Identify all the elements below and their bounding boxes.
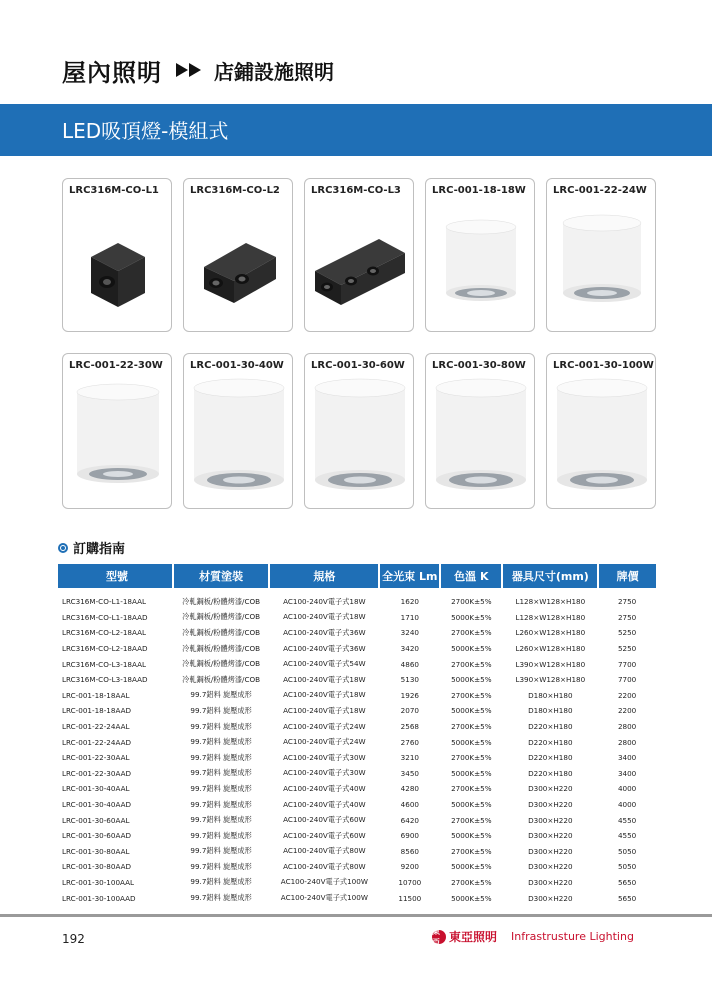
white-cylinder-downlight-icon bbox=[63, 354, 173, 510]
cell-material: 冷軋鋼板/粉體烤漆/COB bbox=[182, 612, 261, 622]
cell-spec: AC100-240V電子式24W bbox=[283, 737, 366, 747]
cell-price: 3400 bbox=[617, 753, 637, 763]
cell-material: 99.7鋁料 旋壓成形 bbox=[190, 690, 252, 700]
cell-color-temp: 5000K±5% bbox=[451, 768, 492, 778]
white-cylinder-downlight-icon bbox=[547, 354, 657, 510]
table-row bbox=[58, 766, 656, 782]
cell-price: 2750 bbox=[617, 612, 637, 622]
product-card-8 bbox=[304, 353, 414, 509]
cell-spec: AC100-240V電子式18W bbox=[283, 690, 366, 700]
cell-dimensions: D300×H220 bbox=[528, 877, 573, 887]
cell-dimensions: D300×H220 bbox=[528, 862, 573, 872]
product-label: LRC-001-30-100W bbox=[553, 360, 654, 371]
table-row bbox=[58, 703, 656, 719]
cell-material: 冷軋鋼板/粉體烤漆/COB bbox=[182, 659, 261, 669]
cell-spec: AC100-240V電子式30W bbox=[283, 752, 366, 762]
cell-model: LRC-001-22-24AAL bbox=[62, 722, 130, 732]
cell-spec: AC100-240V電子式24W bbox=[283, 721, 366, 731]
cell-lumen: 1620 bbox=[400, 597, 419, 607]
cell-price: 2800 bbox=[617, 737, 637, 747]
cell-lumen: 3450 bbox=[400, 768, 419, 778]
brand-logo-icon: 東亞 bbox=[432, 930, 446, 944]
cell-model: LRC316M-CO-L1-18AAL bbox=[62, 597, 146, 607]
cell-lumen: 4280 bbox=[400, 784, 419, 794]
cell-dimensions: D300×H220 bbox=[528, 893, 573, 903]
col-header-lumen: 全光束 Lm bbox=[379, 564, 440, 588]
brand-name: 東亞照明 bbox=[449, 930, 498, 944]
cell-model: LRC-001-30-40AAD bbox=[62, 800, 132, 810]
cell-spec: AC100-240V電子式80W bbox=[283, 861, 366, 871]
white-cylinder-downlight-icon bbox=[426, 354, 536, 510]
table-row bbox=[58, 734, 656, 750]
product-label: LRC316M-CO-L1 bbox=[69, 185, 159, 196]
cell-price: 5250 bbox=[617, 644, 637, 654]
cell-spec: AC100-240V電子式80W bbox=[283, 846, 366, 856]
cell-price: 3400 bbox=[617, 768, 637, 778]
cell-spec: AC100-240V電子式60W bbox=[283, 830, 366, 840]
cell-lumen: 4600 bbox=[400, 800, 419, 810]
cell-price: 2750 bbox=[617, 597, 637, 607]
cell-model: LRC316M-CO-L1-18AAD bbox=[62, 612, 148, 622]
product-card-2 bbox=[183, 178, 293, 332]
cell-price: 4000 bbox=[617, 800, 637, 810]
cell-dimensions: D220×H180 bbox=[528, 753, 573, 763]
cell-dimensions: L260×W128×H180 bbox=[515, 628, 586, 638]
spec-table bbox=[58, 564, 656, 906]
cell-lumen: 11500 bbox=[398, 893, 422, 903]
white-cylinder-downlight-icon bbox=[547, 179, 657, 333]
black-square-downlight-icon bbox=[63, 179, 173, 333]
cell-material: 99.7鋁料 旋壓成形 bbox=[190, 846, 252, 856]
cell-model: LRC-001-30-100AAL bbox=[62, 877, 135, 887]
ordering-guide-heading bbox=[58, 538, 125, 557]
cell-model: LRC-001-30-40AAL bbox=[62, 784, 130, 794]
black-square-downlight-icon bbox=[305, 179, 415, 333]
table-body bbox=[58, 588, 656, 906]
cell-spec: AC100-240V電子式40W bbox=[283, 799, 366, 809]
cell-color-temp: 5000K±5% bbox=[451, 737, 492, 747]
cell-color-temp: 2700K±5% bbox=[451, 784, 492, 794]
cell-lumen: 1710 bbox=[400, 612, 419, 622]
cell-material: 冷軋鋼板/粉體烤漆/COB bbox=[182, 596, 261, 606]
col-header-price: 牌價 bbox=[598, 564, 656, 588]
cell-spec: AC100-240V電子式100W bbox=[280, 893, 368, 903]
cell-model: LRC316M-CO-L2-18AAL bbox=[62, 628, 146, 638]
cell-material: 99.7鋁料 旋壓成形 bbox=[190, 815, 252, 825]
cell-dimensions: L390×W128×H180 bbox=[515, 659, 586, 669]
cell-spec: AC100-240V電子式18W bbox=[283, 674, 366, 684]
cell-dimensions: D300×H220 bbox=[528, 800, 573, 810]
cell-color-temp: 5000K±5% bbox=[451, 831, 492, 841]
cell-color-temp: 5000K±5% bbox=[451, 675, 492, 685]
cell-dimensions: L390×W128×H180 bbox=[515, 675, 586, 685]
table-row bbox=[58, 859, 656, 875]
cell-material: 99.7鋁料 旋壓成形 bbox=[190, 752, 252, 762]
bullet-circle-icon bbox=[58, 543, 68, 553]
footer-divider bbox=[0, 914, 712, 917]
cell-material: 冷軋鋼板/粉體烤漆/COB bbox=[182, 627, 261, 637]
section-title: LED吸頂燈-模組式 bbox=[62, 119, 229, 143]
table-row bbox=[58, 610, 656, 626]
cell-model: LRC-001-22-30AAD bbox=[62, 768, 132, 778]
cell-spec: AC100-240V電子式100W bbox=[280, 877, 368, 887]
white-cylinder-downlight-icon bbox=[184, 354, 294, 510]
product-label: LRC-001-22-24W bbox=[553, 185, 647, 196]
cell-dimensions: D300×H220 bbox=[528, 784, 573, 794]
cell-material: 99.7鋁料 旋壓成形 bbox=[190, 721, 252, 731]
cell-dimensions: L128×W128×H180 bbox=[515, 612, 586, 622]
cell-material: 99.7鋁料 旋壓成形 bbox=[190, 830, 252, 840]
col-header-dimensions: 器具尺寸(mm) bbox=[502, 564, 598, 588]
product-card-7 bbox=[183, 353, 293, 509]
cell-color-temp: 2700K±5% bbox=[451, 846, 492, 856]
table-row bbox=[58, 844, 656, 860]
cell-lumen: 6420 bbox=[400, 815, 419, 825]
cell-lumen: 1926 bbox=[400, 690, 419, 700]
cell-model: LRC316M-CO-L3-18AAD bbox=[62, 675, 148, 685]
product-card-1 bbox=[62, 178, 172, 332]
cell-spec: AC100-240V電子式54W bbox=[283, 659, 366, 669]
cell-spec: AC100-240V電子式40W bbox=[283, 783, 366, 793]
brand-block bbox=[432, 928, 634, 945]
white-cylinder-downlight-icon bbox=[426, 179, 536, 333]
cell-price: 5650 bbox=[617, 893, 637, 903]
table-row bbox=[58, 641, 656, 657]
cell-price: 4550 bbox=[617, 831, 637, 841]
cell-color-temp: 2700K±5% bbox=[451, 690, 492, 700]
cell-spec: AC100-240V電子式18W bbox=[283, 705, 366, 715]
product-label: LRC-001-18-18W bbox=[432, 185, 526, 196]
cell-price: 5650 bbox=[617, 877, 637, 887]
category-title: 屋內照明 bbox=[62, 58, 162, 87]
cell-model: LRC-001-30-60AAD bbox=[62, 831, 132, 841]
product-label: LRC-001-30-60W bbox=[311, 360, 405, 371]
table-row bbox=[58, 588, 656, 610]
cell-model: LRC-001-22-24AAD bbox=[62, 737, 132, 747]
subcategory-title: 店鋪設施照明 bbox=[214, 59, 334, 84]
cell-material: 99.7鋁料 旋壓成形 bbox=[190, 893, 252, 903]
cell-color-temp: 2700K±5% bbox=[451, 877, 492, 887]
cell-material: 99.7鋁料 旋壓成形 bbox=[190, 783, 252, 793]
cell-lumen: 8560 bbox=[400, 846, 419, 856]
col-header-model: 型號 bbox=[58, 564, 173, 588]
cell-price: 2200 bbox=[617, 690, 637, 700]
cell-model: LRC-001-30-100AAD bbox=[62, 893, 136, 903]
col-header-material: 材質塗裝 bbox=[173, 564, 269, 588]
cell-material: 99.7鋁料 旋壓成形 bbox=[190, 799, 252, 809]
table-row bbox=[58, 688, 656, 704]
product-card-6 bbox=[62, 353, 172, 509]
cell-spec: AC100-240V電子式60W bbox=[283, 815, 366, 825]
cell-model: LRC316M-CO-L2-18AAD bbox=[62, 644, 148, 654]
cell-spec: AC100-240V電子式36W bbox=[283, 627, 366, 637]
cell-material: 99.7鋁料 旋壓成形 bbox=[190, 737, 252, 747]
cell-color-temp: 2700K±5% bbox=[451, 815, 492, 825]
section-banner bbox=[0, 104, 712, 156]
black-square-downlight-icon bbox=[184, 179, 294, 333]
cell-lumen: 3420 bbox=[400, 644, 419, 654]
col-header-spec: 規格 bbox=[269, 564, 379, 588]
cell-dimensions: D300×H220 bbox=[528, 846, 573, 856]
table-row bbox=[58, 890, 656, 906]
cell-spec: AC100-240V電子式18W bbox=[283, 596, 366, 606]
cell-color-temp: 5000K±5% bbox=[451, 800, 492, 810]
product-label: LRC316M-CO-L3 bbox=[311, 185, 401, 196]
cell-dimensions: D300×H220 bbox=[528, 815, 573, 825]
cell-dimensions: D220×H180 bbox=[528, 768, 573, 778]
double-arrow-icon bbox=[176, 63, 202, 77]
cell-price: 7700 bbox=[617, 675, 637, 685]
cell-lumen: 2070 bbox=[400, 706, 419, 716]
cell-lumen: 3240 bbox=[400, 628, 419, 638]
cell-lumen: 2760 bbox=[400, 737, 419, 747]
product-card-9 bbox=[425, 353, 535, 509]
cell-dimensions: D180×H180 bbox=[528, 690, 573, 700]
cell-color-temp: 2700K±5% bbox=[451, 722, 492, 732]
cell-dimensions: L260×W128×H180 bbox=[515, 644, 586, 654]
white-cylinder-downlight-icon bbox=[305, 354, 415, 510]
cell-model: LRC-001-30-80AAL bbox=[62, 846, 130, 856]
cell-model: LRC316M-CO-L3-18AAL bbox=[62, 659, 146, 669]
cell-model: LRC-001-18-18AAD bbox=[62, 706, 132, 716]
cell-lumen: 6900 bbox=[400, 831, 419, 841]
cell-color-temp: 5000K±5% bbox=[451, 612, 492, 622]
cell-color-temp: 2700K±5% bbox=[451, 597, 492, 607]
cell-dimensions: D220×H180 bbox=[528, 722, 573, 732]
cell-color-temp: 5000K±5% bbox=[451, 644, 492, 654]
brand-tagline: Infrastrusture Lighting bbox=[511, 930, 634, 943]
cell-material: 冷軋鋼板/粉體烤漆/COB bbox=[182, 643, 261, 653]
cell-model: LRC-001-18-18AAL bbox=[62, 690, 130, 700]
cell-material: 99.7鋁料 旋壓成形 bbox=[190, 768, 252, 778]
cell-lumen: 9200 bbox=[400, 862, 419, 872]
cell-color-temp: 5000K±5% bbox=[451, 862, 492, 872]
cell-price: 2200 bbox=[617, 706, 637, 716]
cell-model: LRC-001-22-30AAL bbox=[62, 753, 130, 763]
table-row bbox=[58, 672, 656, 688]
table-row bbox=[58, 812, 656, 828]
table-row bbox=[58, 797, 656, 813]
cell-dimensions: D220×H180 bbox=[528, 737, 573, 747]
cell-spec: AC100-240V電子式36W bbox=[283, 643, 366, 653]
cell-lumen: 3210 bbox=[400, 753, 419, 763]
product-label: LRC-001-30-40W bbox=[190, 360, 284, 371]
cell-material: 冷軋鋼板/粉體烤漆/COB bbox=[182, 674, 261, 684]
cell-price: 4550 bbox=[617, 815, 637, 825]
product-label: LRC-001-30-80W bbox=[432, 360, 526, 371]
table-row bbox=[58, 828, 656, 844]
cell-dimensions: L128×W128×H180 bbox=[515, 597, 586, 607]
cell-model: LRC-001-30-60AAL bbox=[62, 815, 130, 825]
cell-material: 99.7鋁料 旋壓成形 bbox=[190, 705, 252, 715]
cell-price: 5050 bbox=[617, 862, 637, 872]
cell-price: 5250 bbox=[617, 628, 637, 638]
table-row bbox=[58, 656, 656, 672]
table-row bbox=[58, 625, 656, 641]
page-header bbox=[62, 52, 334, 88]
table-row bbox=[58, 781, 656, 797]
table-row bbox=[58, 719, 656, 735]
page-number: 192 bbox=[62, 932, 85, 946]
cell-dimensions: D300×H220 bbox=[528, 831, 573, 841]
table-row bbox=[58, 750, 656, 766]
cell-color-temp: 5000K±5% bbox=[451, 893, 492, 903]
cell-lumen: 5130 bbox=[400, 675, 419, 685]
cell-color-temp: 2700K±5% bbox=[451, 753, 492, 763]
cell-price: 7700 bbox=[617, 659, 637, 669]
cell-lumen: 10700 bbox=[398, 877, 422, 887]
cell-spec: AC100-240V電子式18W bbox=[283, 612, 366, 622]
cell-lumen: 4860 bbox=[400, 659, 419, 669]
product-card-5 bbox=[546, 178, 656, 332]
cell-dimensions: D180×H180 bbox=[528, 706, 573, 716]
col-header-color-temp: 色溫 K bbox=[440, 564, 502, 588]
product-label: LRC316M-CO-L2 bbox=[190, 185, 280, 196]
cell-color-temp: 2700K±5% bbox=[451, 659, 492, 669]
cell-model: LRC-001-30-80AAD bbox=[62, 862, 132, 872]
cell-material: 99.7鋁料 旋壓成形 bbox=[190, 861, 252, 871]
cell-color-temp: 2700K±5% bbox=[451, 628, 492, 638]
cell-price: 5050 bbox=[617, 846, 637, 856]
cell-material: 99.7鋁料 旋壓成形 bbox=[190, 877, 252, 887]
product-label: LRC-001-22-30W bbox=[69, 360, 163, 371]
table-row bbox=[58, 875, 656, 891]
product-card-4 bbox=[425, 178, 535, 332]
cell-color-temp: 5000K±5% bbox=[451, 706, 492, 716]
table-header-row bbox=[58, 564, 656, 588]
product-card-3 bbox=[304, 178, 414, 332]
cell-price: 2800 bbox=[617, 722, 637, 732]
cell-price: 4000 bbox=[617, 784, 637, 794]
cell-spec: AC100-240V電子式30W bbox=[283, 768, 366, 778]
ordering-guide-title: 訂購指南 bbox=[73, 542, 126, 557]
product-card-10 bbox=[546, 353, 656, 509]
cell-lumen: 2568 bbox=[400, 722, 419, 732]
